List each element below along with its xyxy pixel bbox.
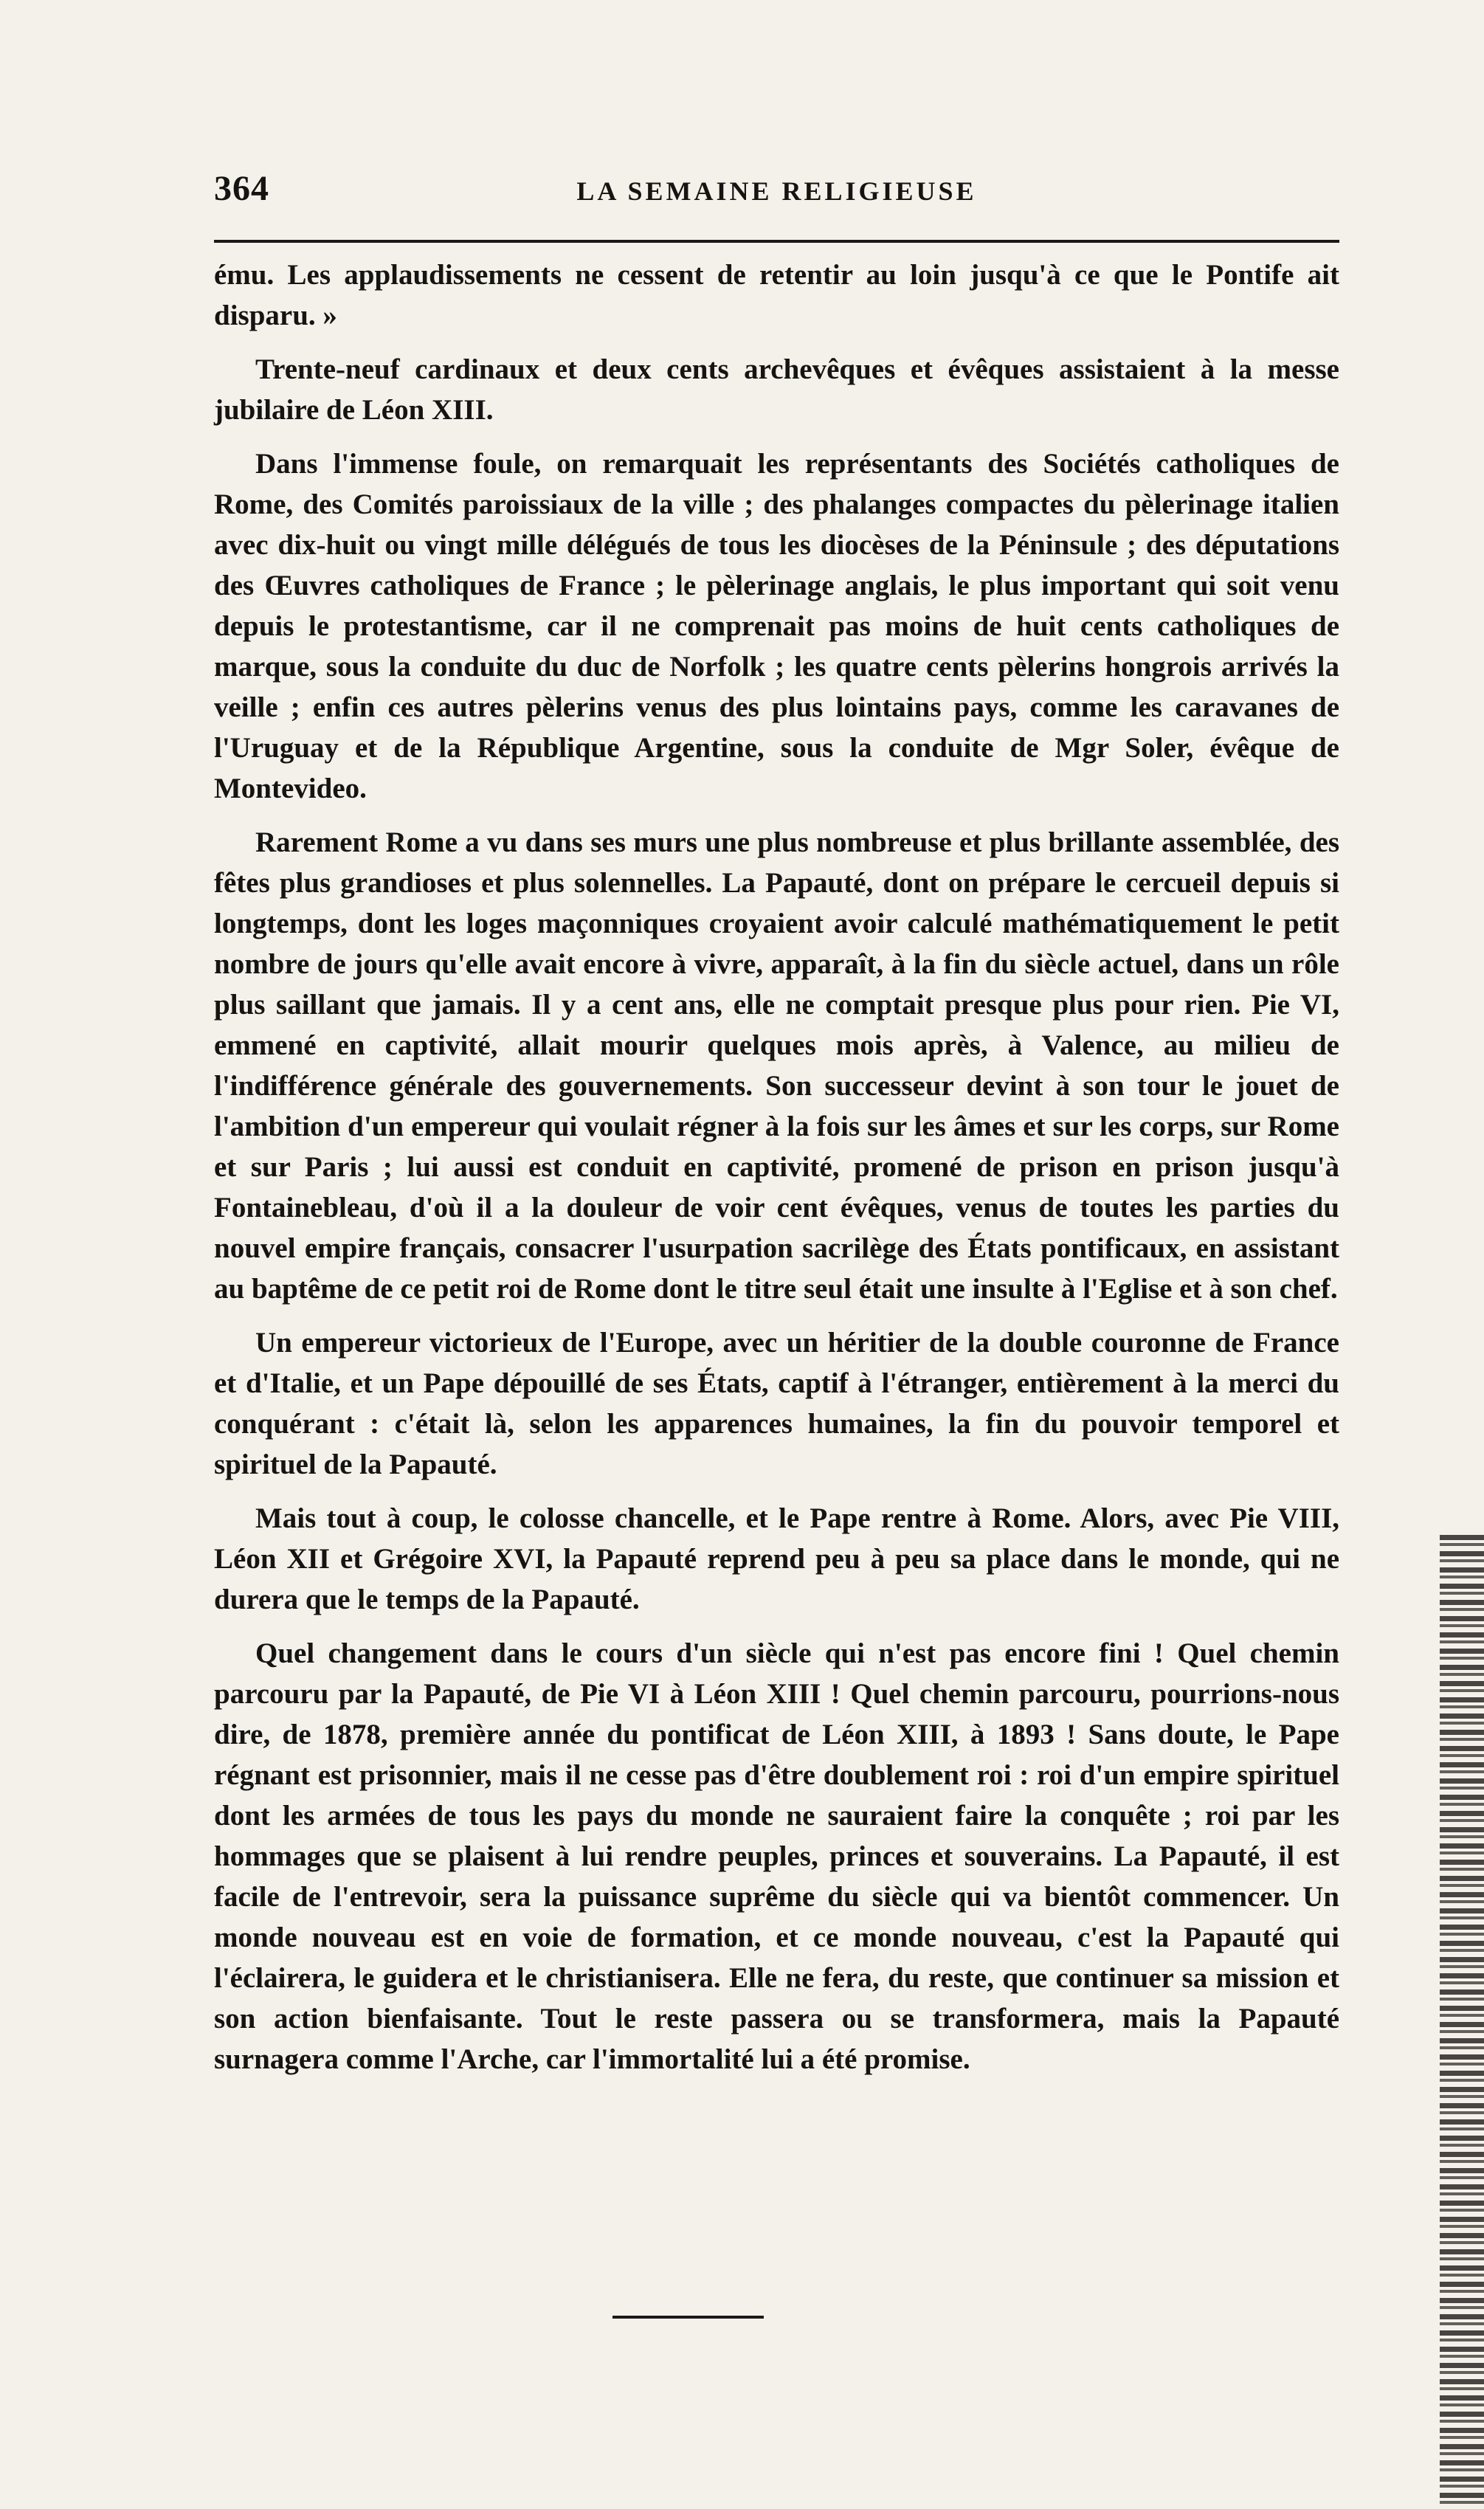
header-rule — [214, 240, 1339, 243]
running-title: LA SEMAINE RELIGIEUSE — [576, 176, 977, 206]
page-header — [214, 168, 1339, 220]
body-text — [214, 255, 1339, 2093]
binding-edge — [1440, 1535, 1484, 2509]
paragraph-5: Un empereur victorieux de l'Europe, avec un héritier de la double couronne de France et d'Italie, et un Pape dépouillé de ses États, captif à l'étranger, entièrement à la merci du conquérant : c'était là, selon les apparences humaines, la fin du pouvoir temporel et spirituel de la Papauté. — [214, 1327, 1339, 1480]
paragraph-3: Dans l'immense foule, on remarquait les représentants des Sociétés catholiques de Rome, des Comités paroissiaux de la ville ; des phalanges compactes du pèlerinage italien avec dix-huit ou vingt mille délégués de tous les diocèses de la Péninsule ; des députations des Œuvres catholiques de France ; le pèlerinage anglais, le plus important qui soit venu depuis le protestantisme, car il ne comprenait pas moins de huit cents catholiques de marque, sous la conduite du duc de Norfolk ; les quatre cents pèlerins hongrois arrivés la veille ; enfin ces autres pèlerins venus des plus lointains pays, comme les caravanes de l'Uruguay et de la République Argentine, sous la conduite de Mgr Soler, évêque de Montevideo. — [214, 448, 1339, 804]
paragraph-6: Mais tout à coup, le colosse chancelle, et le Pape rentre à Rome. Alors, avec Pie VIII, Léon XII et Grégoire XVI, la Papauté reprend peu à peu sa place dans le monde, qui ne durera que le temps de la Papauté. — [214, 1502, 1339, 1615]
end-rule — [612, 2316, 764, 2319]
paragraph-7: Quel changement dans le cours d'un siècle qui n'est pas encore fini ! Quel chemin parcouru par la Papauté, de Pie VI à Léon XIII ! Quel chemin parcouru, pourrions-nous dire, de 1878, première année du pontificat de Léon XIII, à 1893 ! Sans doute, le Pape régnant est prisonnier, mais il ne cesse pas d'être doublement roi : roi d'un empire spirituel dont les armées de tous les pays du monde ne sauraient faire la conquête ; roi par les hommages que se plaisent à lui rendre peuples, princes et souverains. La Papauté, il est facile de l'entrevoir, sera la puissance suprême du siècle qui va bientôt commencer. Un monde nouveau est en voie de formation, et ce monde nouveau, c'est la Papauté qui l'éclairera, le guidera et le christianisera. Elle ne fera, du reste, que continuer sa mission et son action bienfaisante. Tout le reste passera ou se transformera, mais la Papauté surnagera comme l'Arche, car l'immortalité lui a été promise. — [214, 1637, 1339, 2075]
paragraph-2: Trente-neuf cardinaux et deux cents archevêques et évêques assistaient à la messe jubilaire de Léon XIII. — [214, 353, 1339, 426]
paragraph-4: Rarement Rome a vu dans ses murs une plus nombreuse et plus brillante assemblée, des fêtes plus grandioses et plus solennelles. La Papauté, dont on prépare le cercueil depuis si longtemps, dont les loges maçonniques croyaient avoir calculé mathématiquement le petit nombre de jours qu'elle avait encore à vivre, apparaît, à la fin du siècle actuel, dans un rôle plus saillant que jamais. Il y a cent ans, elle ne comptait presque plus pour rien. Pie VI, emmené en captivité, allait mourir quelques mois après, à Valence, au milieu de l'indifférence générale des gouvernements. Son successeur devint à son tour le jouet de l'ambition d'un empereur qui voulait régner à la fois sur les âmes et sur les corps, sur Rome et sur Paris ; lui aussi est conduit en captivité, promené de prison en prison jusqu'à Fontainebleau, d'où il a la douleur de voir cent évêques, venus de toutes les parties du nouvel empire français, consacrer l'usurpation sacrilège des États pontificaux, en assistant au baptême de ce petit roi de Rome dont le titre seul était une insulte à l'Eglise et à son chef. — [214, 826, 1339, 1305]
page-number: 364 — [214, 169, 269, 208]
paragraph-1: ému. Les applaudissements ne cessent de retentir au loin jusqu'à ce que le Pontife ait disparu. » — [214, 259, 1339, 331]
